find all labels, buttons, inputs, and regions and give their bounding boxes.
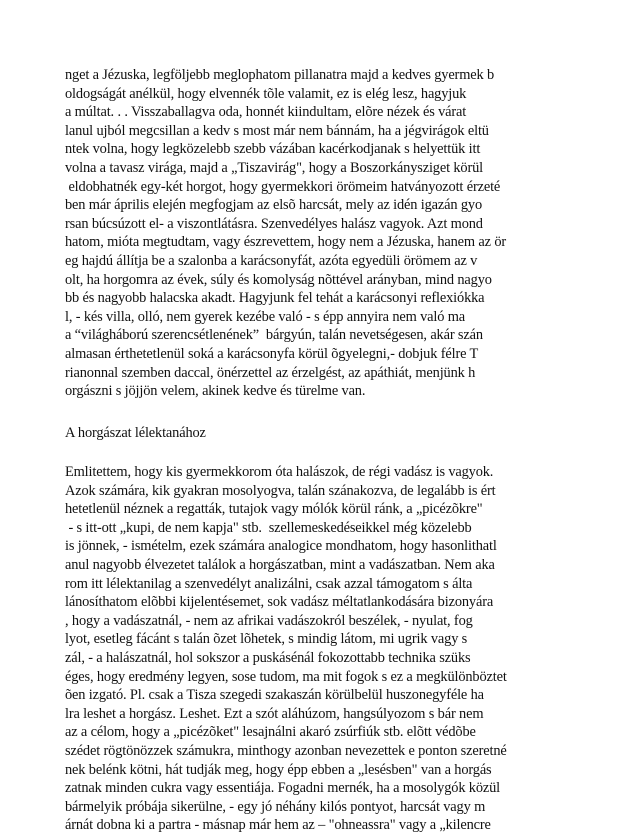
text-line: ben már április elején megfogjam az elsõ harcsát, mely az idén igazán gyo (65, 197, 482, 214)
text-line: árnát dobna ki a partra - másnap már hem az – "ohneassra" vagy a „kilencre (65, 817, 491, 834)
text-line: lyot, esetleg fácánt s talán õzet lõhetek, s mindig látom, mi ugrik vagy s (65, 631, 468, 648)
text-line: az a célom, hogy a „picézõket" lesajnálni akaró zsúrfiúk stb. elõtt védõbe (65, 724, 476, 741)
text-line: is jönnek, - ismételm, ezek számára analogice mondhatom, hogy hasonlithatl (65, 538, 497, 555)
text-line: rom itt lélektanilag a szenvedélyt analizálni, csak azzal támogatom s álta (65, 575, 473, 592)
text-line: lra leshet a horgász. Leshet. Ezt a szót aláhúzom, hangsúlyozom s bár nem (65, 705, 484, 722)
text-line: rsan búcsúzott el- a viszontlátásra. Szenvedélyes halász vagyok. Azt mond (65, 215, 483, 232)
text-line: , hogy a vadászatnál, - nem az afrikai vadászokról beszélek, - nyulat, fog (65, 612, 473, 629)
text-line: bármelyik próbája sikerülne, - egy jó néhány kilós pontyot, harcsát vagy m (65, 798, 486, 815)
text-line: eldobhatnék egy-két horgot, hogy gyermekkori örömeim hatványozott érzeté (65, 178, 501, 195)
text-line: eg hajdú állítja be a szalonba a karácsonyfát, azóta egyedüli örömem az v (65, 252, 478, 269)
text-line: oldogságát anélkül, hogy elvennék tõle valamit, ez is elég lesz, hagyjuk (65, 85, 467, 102)
text-line: Emlitettem, hogy kis gyermekkorom óta halászok, de régi vadász is vagyok. (65, 464, 494, 480)
text-line: nek belénk kötni, hát tudják meg, hogy épp ebben a „lesésben" van a horgás (65, 761, 492, 778)
text-line: szédet rögtönözzek számukra, minthogy azonban nevezettek e ponton szeretné (65, 742, 507, 759)
text-line: éges, hogy eredmény legyen, sose tudom, ma mit fogok s ez a megkülönböztet (65, 668, 507, 685)
text-line: ntek volna, hogy legközelebb szebb vázában kacérkodjanak s helyettük itt (65, 141, 481, 158)
text-line: lanul ujból megcsillan a kedv s most már nem bánnám, ha a jégvirágok eltü (65, 122, 489, 139)
text-line: rianonnal szemben daccal, önérzettel az érzelgést, az apáthiát, menjünk h (65, 364, 476, 381)
text-line: anul nagyobb élvezetet találok a horgászatban, mint a vadászatban. Nem aka (65, 556, 495, 573)
text-line: volna a tavasz virága, majd a „Tiszavirág", hogy a Boszorkánysziget körül (65, 159, 483, 176)
paragraph-horgaszat (65, 463, 625, 835)
text-line: hetetlenül néznek a regatták, tutajok vagy mólók körül ránk, a „picézõkre" (65, 501, 483, 518)
text-line: nget a Jézuska, legföljebb meglophatom pillanatra majd a kedves gyermek b (65, 67, 495, 83)
text-line: olt, ha horgomra az évek, súly és komolyság nõttével arányban, mind nagyo (65, 271, 492, 288)
text-line: zatnak minden cukra vagy essentiája. Fogadni mernék, ha a mosolygók közül (65, 780, 501, 797)
paragraph-karacsony (65, 66, 625, 401)
text-line: l, - kés villa, olló, nem gyerek kezébe való - s épp annyira nem való ma (65, 308, 465, 325)
text-line: a múltat. . . Visszaballagva oda, honnét kiindultam, elõre nézek és várat (65, 104, 467, 121)
text-line: - s itt-ott „kupi, de nem kapja" stb. szellemeskedéseikkel még közelebb (65, 519, 472, 536)
text-line: Azok számára, kik gyakran mosolyogva, talán szánakozva, de legalább is ért (65, 482, 496, 499)
text-line: bb és nagyobb halacska akadt. Hagyjunk fel tehát a karácsonyi reflexiókka (65, 290, 485, 307)
text-line: lánosíthatom elõbbi kijelentésemet, sok vadász méltatlankodására bizonyára (65, 594, 494, 611)
text-line: almasan érthetetlenül soká a karácsonyfa körül õgyelegni,- dobjuk félre T (65, 345, 479, 362)
text-line: õen izgató. Pl. csak a Tisza szegedi szakaszán körülbelül huszonegyféle ha (65, 687, 484, 704)
text-line: a “világháború szerencsétlenének” bárgyún, talán nevetségesen, akár szán (65, 327, 483, 344)
text-line: orgászni s jöjjön velem, akinek kedve és türelme van. (65, 383, 366, 400)
section-heading: A horgászat lélektanához (65, 425, 206, 441)
text-line: hatom, mióta megtudtam, vagy észrevettem, hogy nem a Jézuska, hanem az ör (65, 234, 507, 251)
text-line: zál, - a halászatnál, hol sokszor a puskásénál fokozottabb technika szüks (65, 649, 471, 666)
